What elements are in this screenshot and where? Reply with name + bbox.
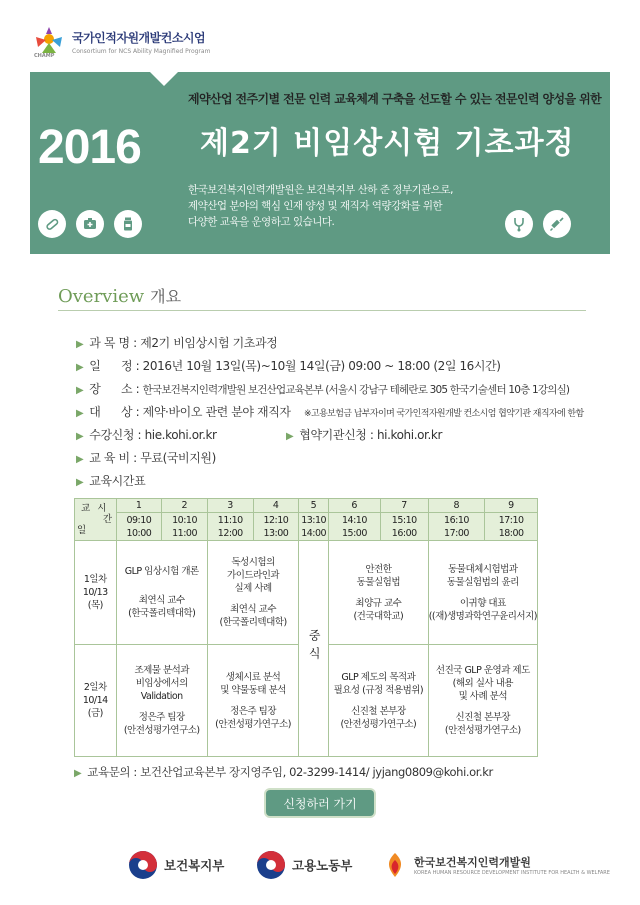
period-cell: 2 xyxy=(162,499,208,513)
time-cell: 11:10 12:00 xyxy=(207,513,253,541)
bullet-triangle-icon: ▶ xyxy=(76,339,84,350)
intro-line: 한국보건복지인력개발원은 보건복지부 산하 준 정부기관으로, xyxy=(188,184,453,196)
banner-year: 2016 xyxy=(38,121,141,174)
period-cell: 4 xyxy=(253,499,299,513)
info-subject: ▶ 과 목 명 : 제2기 비임상시험 기초과정 xyxy=(76,336,278,350)
info-timetable-label: ▶ 교육시간표 xyxy=(76,474,146,488)
info-schedule: ▶ 일 정 : 2016년 10월 13일(목)~10월 14일(금) 09:00 ~ 18:00 (2일 16시간) xyxy=(76,359,501,373)
info-target: ▶ 대 상 : 제약·바이오 관련 분야 재직자 ※고용보험금 납부자이며 국가인적자원개발 컨소시엄 협약기관 재직자에 한함 xyxy=(76,405,584,419)
taegeuk-icon xyxy=(256,850,286,880)
bullet-triangle-icon: ▶ xyxy=(76,454,84,465)
medicine-bottle-icon xyxy=(114,210,142,238)
bullet-triangle-icon: ▶ xyxy=(74,768,82,779)
time-cell: 12:10 13:00 xyxy=(253,513,299,541)
time-cell: 09:10 10:00 xyxy=(116,513,162,541)
schedule-time-row xyxy=(75,513,538,541)
session-cell: 동물대체시험법과 동물실험법의 윤리 이귀향 대표 ((재)생명과학연구윤리서지) xyxy=(428,541,537,645)
info-partner-registration: ▶ 협약기관신청 : hi.kohi.or.kr xyxy=(286,428,442,442)
course-title: 제2기 비임상시험 기초과정 xyxy=(200,126,575,161)
footer-logo-kohi xyxy=(380,850,610,880)
time-cell: 16:10 17:00 xyxy=(428,513,485,541)
info-fee: ▶ 교 육 비 : 무료(국비지원) xyxy=(76,451,216,465)
time-cell: 14:10 15:00 xyxy=(329,513,381,541)
overview-heading-ko: 개요 xyxy=(150,287,182,306)
taegeuk-icon xyxy=(128,850,158,880)
footer-org1: 보건복지부 xyxy=(164,858,225,873)
overview-heading-en: Overview xyxy=(58,286,145,307)
target-note: ※고용보험금 납부자이며 국가인적자원개발 컨소시엄 협약기관 재직자에 한함 xyxy=(304,409,584,419)
time-cell: 17:10 18:00 xyxy=(485,513,538,541)
bullet-triangle-icon: ▶ xyxy=(286,431,294,442)
pill-icon xyxy=(38,210,66,238)
lunch-break-cell: 중식 xyxy=(299,541,329,757)
schedule-corner: 교 시 간 일 xyxy=(75,499,117,541)
period-cell: 9 xyxy=(485,499,538,513)
org-abbr: CHAMP xyxy=(34,53,55,59)
org-subtitle: Consortium for NCS Ability Magnified Program xyxy=(72,48,211,55)
session-cell: 생체시료 분석 및 약물동태 분석 정은주 팀장 (안전성평가연구소) xyxy=(207,645,298,757)
registration-link[interactable]: hie.kohi.or.kr xyxy=(144,428,217,442)
session-cell: GLP 제도의 목적과 필요성 (규정 적용범위) 신진철 본부장 (안전성평가연구소) xyxy=(329,645,429,757)
org-name: 국가인적자원개발컨소시엄 xyxy=(72,31,206,45)
info-location: ▶ 장 소 : 한국보건복지인력개발원 보건산업교육본부 (서울시 강남구 테헤란로 305 한국기술센터 10층 1강의실) xyxy=(76,382,570,396)
period-cell: 6 xyxy=(329,499,381,513)
bullet-triangle-icon: ▶ xyxy=(76,431,84,442)
session-cell: 선진국 GLP 운영과 제도 (해외 실사 내용 및 사례 분석 신진철 본부장 (안전성평가연구소) xyxy=(428,645,537,757)
period-cell: 7 xyxy=(380,499,428,513)
footer-org3-sub: KOREA HUMAN RESOURCE DEVELOPMENT INSTITUTE FOR HEALTH & WELFARE xyxy=(414,870,610,876)
period-cell: 3 xyxy=(207,499,253,513)
time-cell: 10:10 11:00 xyxy=(162,513,208,541)
schedule-day1-row xyxy=(75,541,538,645)
period-cell: 8 xyxy=(428,499,485,513)
day-label: 1일차 10/13 (목) xyxy=(75,541,117,645)
intro-line: 제약산업 분야의 핵심 인재 양성 및 재직자 역량강화를 위한 xyxy=(188,200,443,212)
bullet-triangle-icon: ▶ xyxy=(76,385,84,396)
footer-org2: 고용노동부 xyxy=(292,858,353,873)
contact-info: ▶ 교육문의 : 보건산업교육본부 장지영주임, 02-3299-1414/ jyjang0809@kohi.or.kr xyxy=(74,765,493,779)
partner-registration-link[interactable]: hi.kohi.or.kr xyxy=(376,428,442,442)
banner-intro xyxy=(188,182,453,230)
first-aid-kit-icon xyxy=(76,210,104,238)
bullet-triangle-icon: ▶ xyxy=(76,477,84,488)
stethoscope-icon xyxy=(505,210,533,238)
day-label: 2일차 10/14 (금) xyxy=(75,645,117,757)
banner-notch xyxy=(150,72,178,86)
intro-line: 다양한 교육을 운영하고 있습니다. xyxy=(188,216,335,228)
schedule-period-row xyxy=(75,499,538,513)
overview-heading xyxy=(58,284,181,307)
info-registration: ▶ 수강신청 : hie.kohi.or.kr xyxy=(76,428,217,442)
footer-logo-moel xyxy=(256,850,352,880)
schedule-table xyxy=(74,498,538,757)
time-cell: 13:10 14:00 xyxy=(299,513,329,541)
apply-button[interactable]: 신청하러 가기 xyxy=(266,790,374,816)
period-cell: 1 xyxy=(116,499,162,513)
syringe-icon xyxy=(543,210,571,238)
bullet-triangle-icon: ▶ xyxy=(76,408,84,419)
session-cell: 독성시험의 가이드라인과 실제 사례 최연식 교수 (한국폴리텍대학) xyxy=(207,541,298,645)
champ-logo xyxy=(32,22,232,62)
kohi-flame-icon xyxy=(380,850,410,880)
session-cell: 조제물 분석과 비임상에서의 Validation 정은주 팀장 (안전성평가연구소) xyxy=(116,645,207,757)
footer-logo-mohw xyxy=(128,850,224,880)
session-cell: 안전한 동물실험법 최양규 교수 (건국대학교) xyxy=(329,541,429,645)
time-cell: 15:10 16:00 xyxy=(380,513,428,541)
bullet-triangle-icon: ▶ xyxy=(76,362,84,373)
period-cell: 5 xyxy=(299,499,329,513)
banner-tagline: 제약산업 전주기별 전문 인력 교육체계 구축을 선도할 수 있는 전문인력 양성을 위한 xyxy=(188,92,602,106)
overview-divider xyxy=(58,310,586,311)
session-cell: GLP 임상시험 개론 최연식 교수 (한국폴리텍대학) xyxy=(116,541,207,645)
footer-org3: 한국보건복지인력개발원 xyxy=(414,856,531,869)
